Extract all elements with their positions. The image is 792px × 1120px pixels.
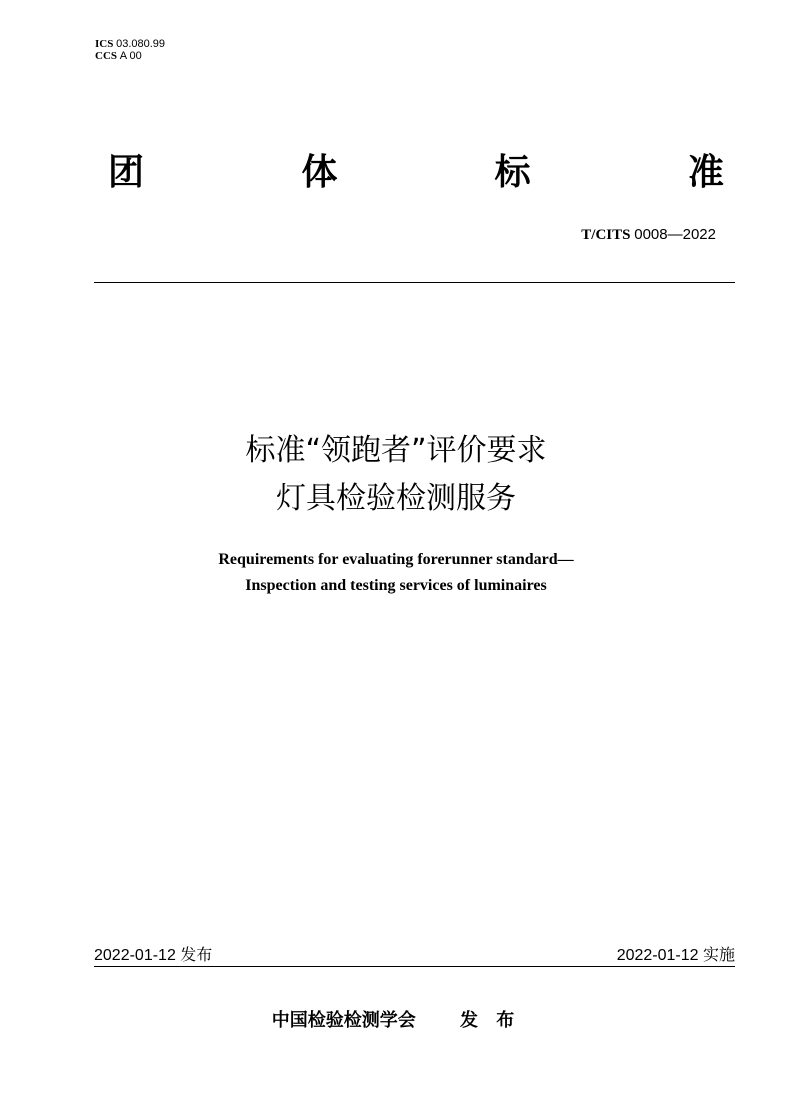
implementation-date-value: 2022-01-12 xyxy=(616,947,699,964)
doc-type-char: 标 xyxy=(494,152,531,193)
ics-label: ICS xyxy=(95,38,114,50)
issue-label: 发布 xyxy=(180,945,213,964)
standard-number xyxy=(581,226,716,244)
doc-type-char: 体 xyxy=(301,152,338,193)
doc-type-char: 团 xyxy=(108,152,145,193)
publisher-line xyxy=(0,1006,792,1032)
publisher-label: 发 布 xyxy=(460,1010,521,1031)
title-english-line-2: Inspection and testing services of luminaires xyxy=(245,577,547,594)
ccs-value: A 00 xyxy=(119,50,142,62)
title-english-line-1: Requirements for evaluating forerunner standard— xyxy=(218,551,574,568)
title-chinese-line-1: 标准“领跑者”评价要求 xyxy=(245,433,547,468)
issue-date xyxy=(94,942,212,965)
document-type-heading xyxy=(108,148,724,198)
issue-date-value: 2022-01-12 xyxy=(94,947,176,964)
implementation-label: 实施 xyxy=(702,945,735,964)
ics-code xyxy=(95,38,165,50)
footer-divider xyxy=(94,966,735,967)
ccs-code xyxy=(95,50,165,62)
standard-prefix: T/CITS xyxy=(581,227,631,243)
publisher-org: 中国检验检测学会 xyxy=(271,1010,416,1031)
ccs-label: CCS xyxy=(95,50,118,62)
doc-type-char: 准 xyxy=(687,152,724,193)
ics-value: 03.080.99 xyxy=(116,38,166,50)
header-divider xyxy=(94,282,735,283)
implementation-date xyxy=(617,942,735,965)
standard-code: 0008—2022 xyxy=(634,226,716,243)
classification-codes xyxy=(95,38,165,62)
title-chinese-line-2: 灯具检验检测服务 xyxy=(276,481,516,516)
